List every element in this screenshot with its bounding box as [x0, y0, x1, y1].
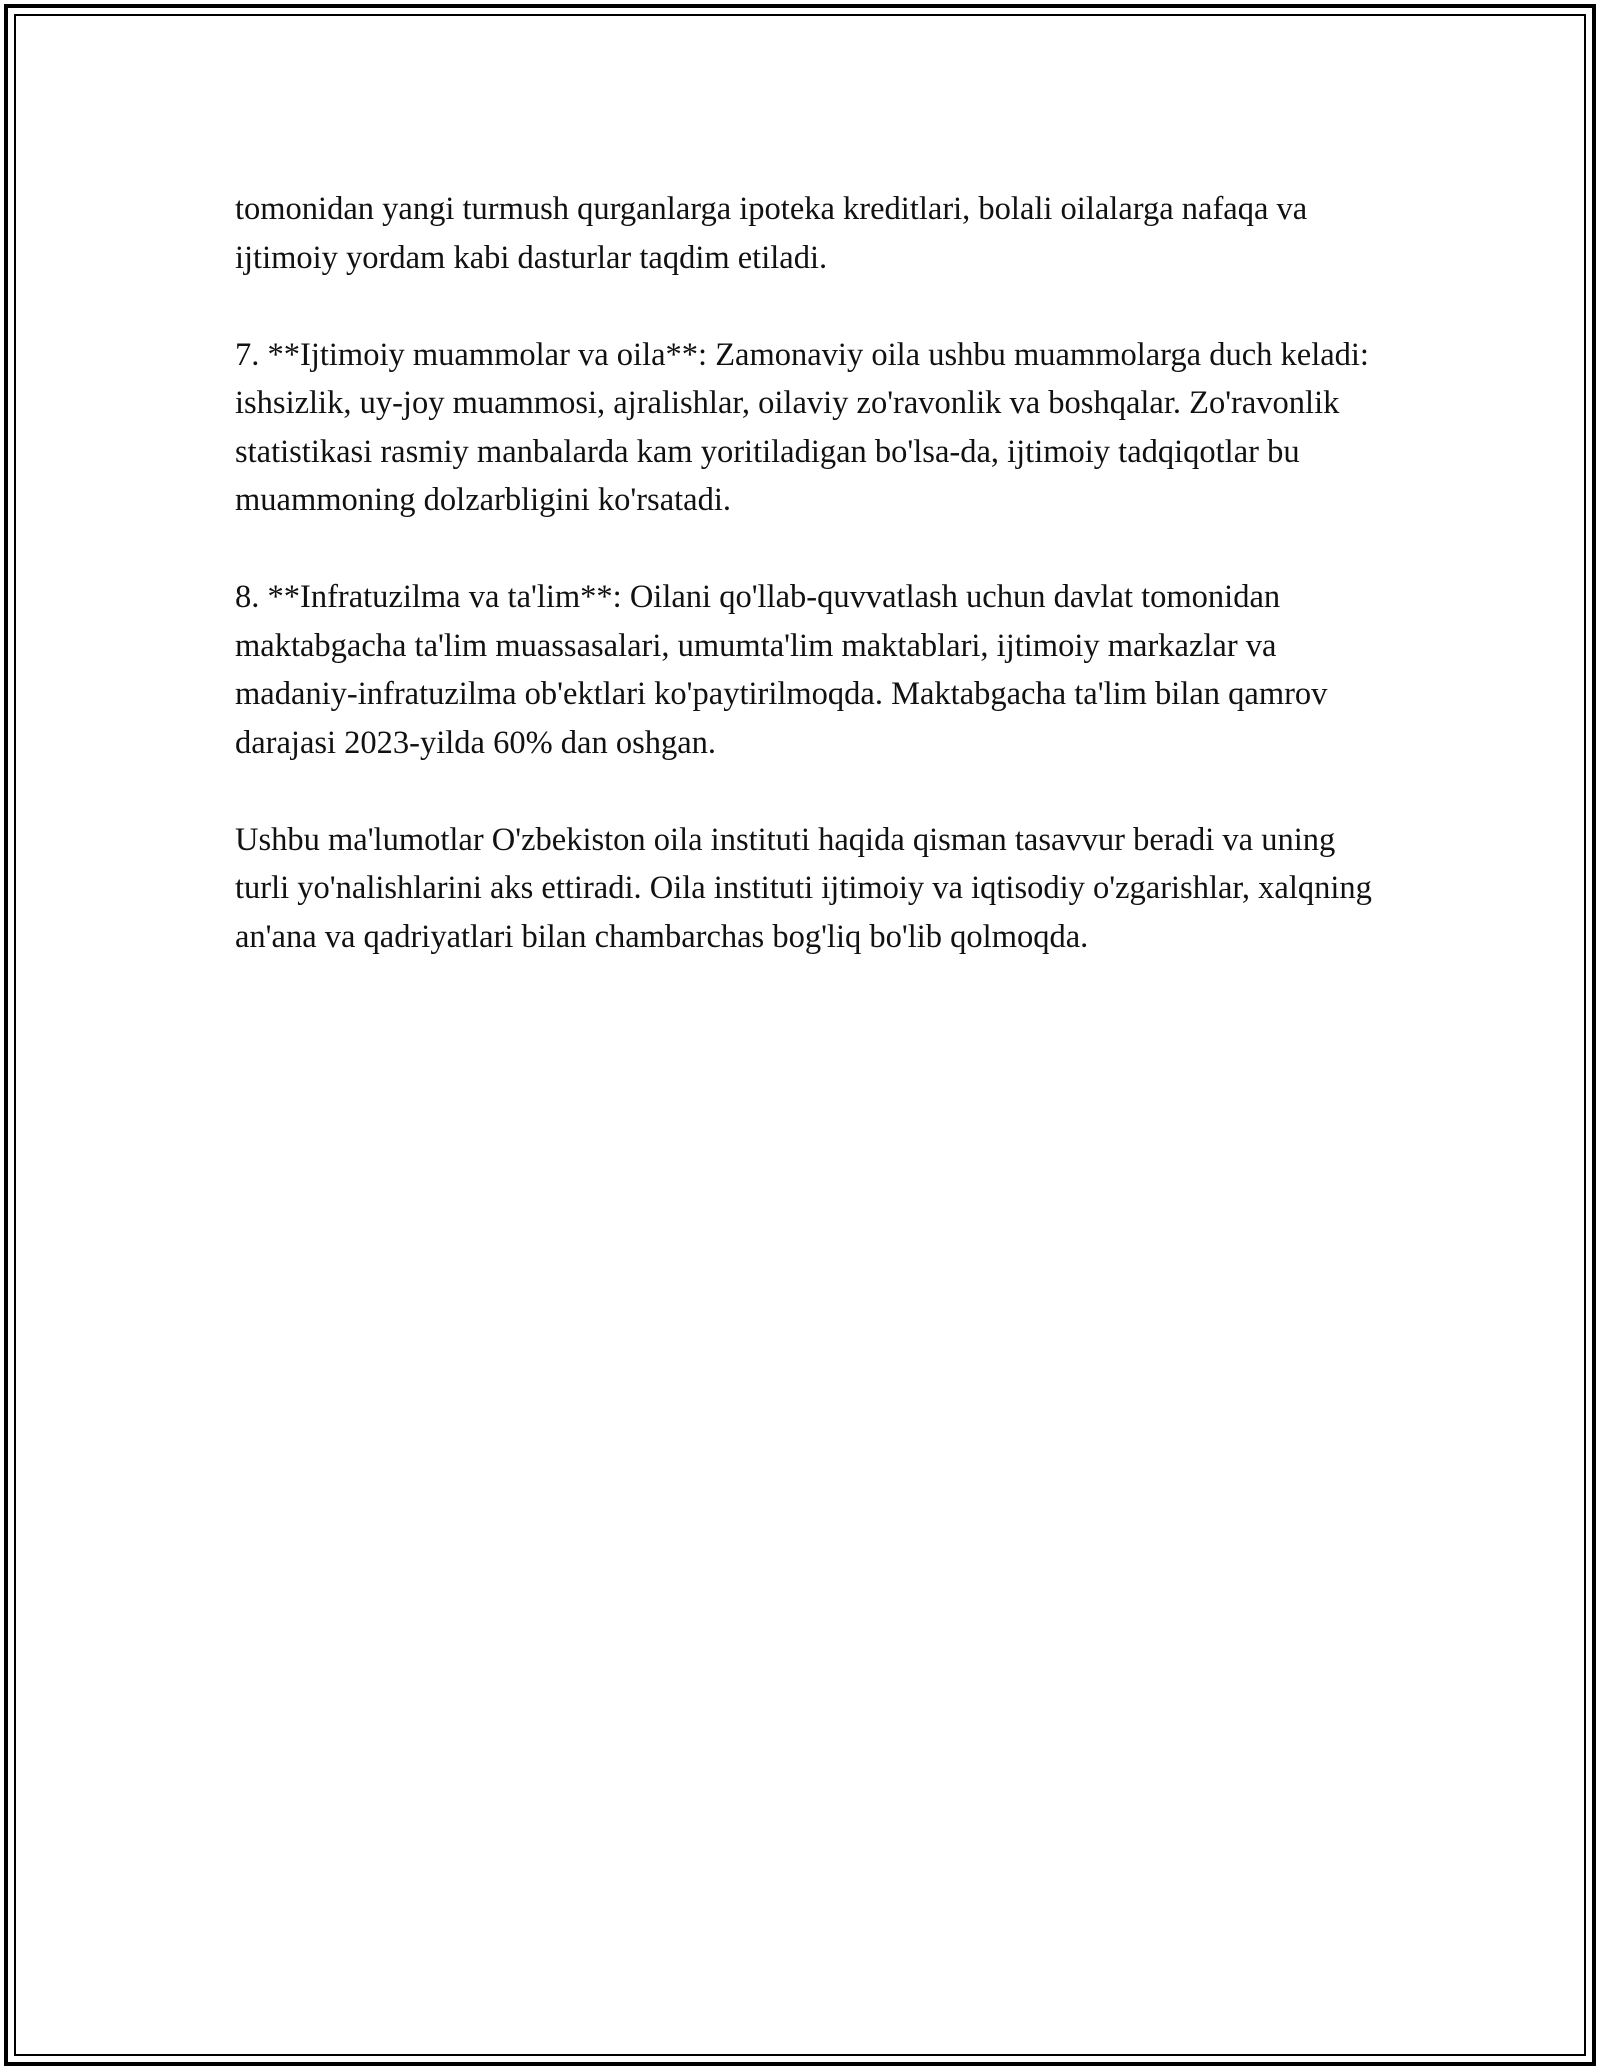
paragraph-item-7-social-problems: 7. **Ijtimoiy muammolar va oila**: Zamonaviy oila ushbu muammolarga duch keladi: ishsizlik, uy-joy muammosi, ajralishlar, oilaviy zo'ravonlik va boshqalar. Zo'ravonlik statistikasi rasmiy manbalarda kam yoritiladigan bo'lsa-da, ijtimoiy tadqiqotlar bu muammoning dolzarbligini ko'rsatadi.	[235, 336, 1369, 518]
document-body	[235, 185, 1375, 1010]
paragraph-conclusion: Ushbu ma'lumotlar O'zbekiston oila instituti haqida qisman tasavvur beradi va uning turli yo'nalishlarini aks ettiradi. Oila instituti ijtimoiy va iqtisodiy o'zgarishlar, xalqning an'ana va qadriyatlari bilan chambarchas bog'liq bo'lib qolmoqda.	[235, 821, 1372, 955]
paragraph-intro-continuation: tomonidan yangi turmush qurganlarga ipoteka kreditlari, bolali oilalarga nafaqa va ijtimoiy yordam kabi dasturlar taqdim etiladi.	[235, 191, 1308, 276]
paragraph-item-8-infrastructure: 8. **Infratuzilma va ta'lim**: Oilani qo'llab-quvvatlash uchun davlat tomonidan maktabgacha ta'lim muassasalari, umumta'lim maktablari, ijtimoiy markazlar va madaniy-infratuzilma ob'ektlari ko'paytirilmoqda. Maktabgacha ta'lim bilan qamrov darajasi 2023-yilda 60% dan oshgan.	[235, 579, 1328, 761]
